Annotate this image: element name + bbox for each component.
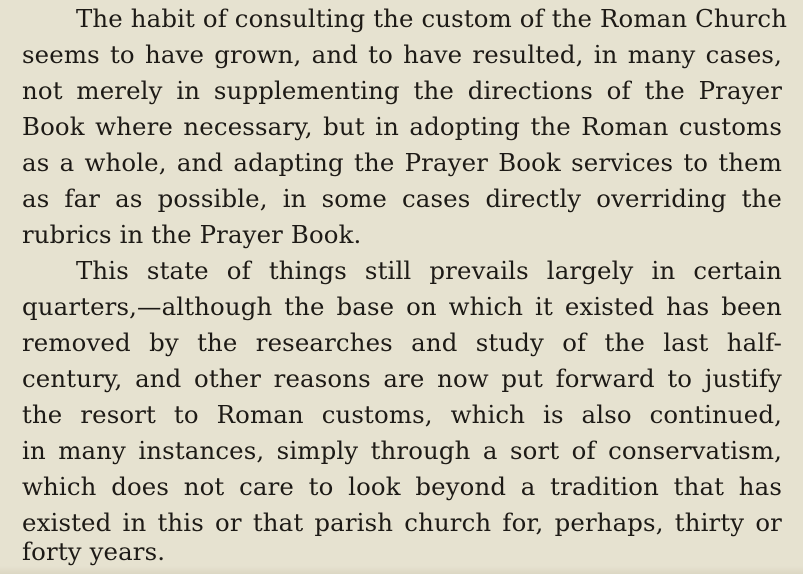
paragraph-2-line-8: existed in this or that parish church for, perhaps, thirty or bbox=[22, 508, 782, 537]
paragraph-2-line-2: quarters,—although the base on which it existed has been bbox=[22, 292, 782, 321]
paragraph-2-line-9: forty years. bbox=[22, 537, 166, 566]
paragraph-2-line-5: the resort to Roman customs, which is also continued, bbox=[22, 400, 782, 429]
paragraph-1-line-5: as a whole, and adapting the Prayer Book services to them bbox=[22, 148, 782, 177]
paragraph-1-line-3: not merely in supplementing the directions of the Prayer bbox=[22, 76, 782, 105]
page-bottom-edge bbox=[0, 566, 803, 574]
paragraph-2-line-4: century, and other reasons are now put forward to justify bbox=[22, 364, 782, 393]
paragraph-1-line-2: seems to have grown, and to have resulted, in many cases, bbox=[22, 40, 782, 69]
paragraph-2-line-3: removed by the researches and study of the last half- bbox=[22, 328, 782, 357]
paragraph-1-line-1: The habit of consulting the custom of the Roman Church bbox=[76, 4, 788, 33]
paragraph-2-line-6: in many instances, simply through a sort of conservatism, bbox=[22, 436, 782, 465]
paragraph-1-line-6: as far as possible, in some cases directly overriding the bbox=[22, 184, 782, 213]
paragraph-2-line-7: which does not care to look beyond a tradition that has bbox=[22, 472, 782, 501]
paragraph-1-line-7: rubrics in the Prayer Book. bbox=[22, 220, 362, 249]
paragraph-2-line-1: This state of things still prevails largely in certain bbox=[76, 256, 782, 285]
paragraph-1-line-4: Book where necessary, but in adopting the Roman customs bbox=[22, 112, 782, 141]
